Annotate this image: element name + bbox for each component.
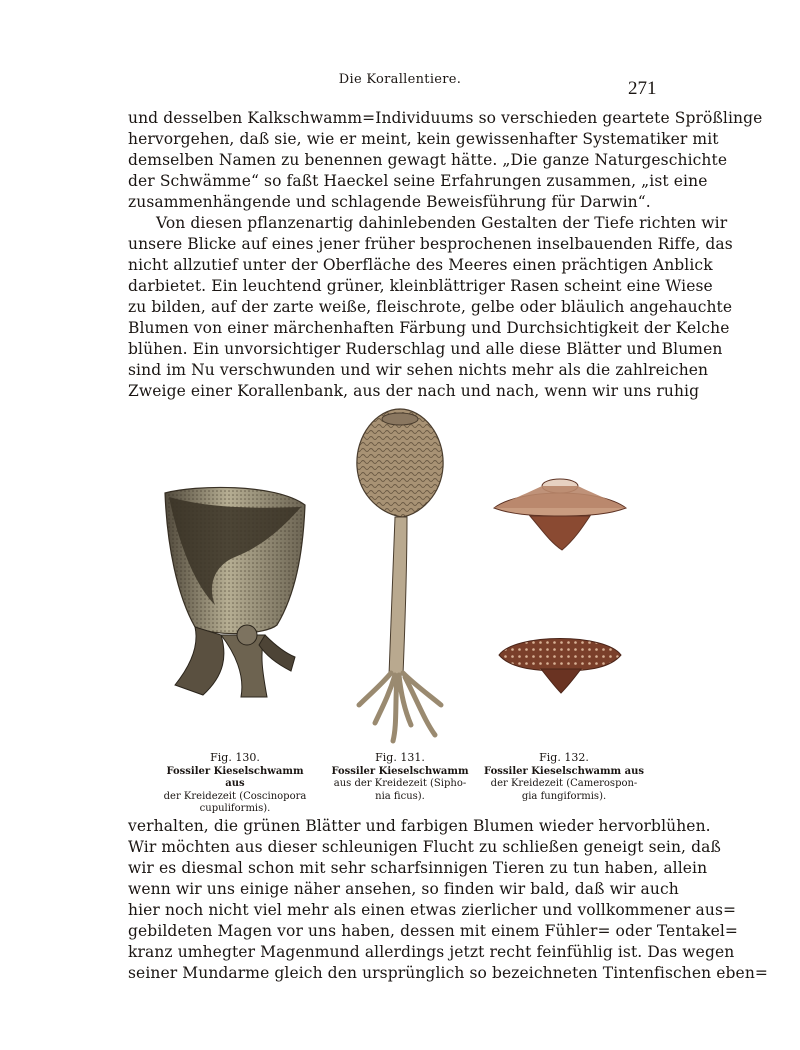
paragraph-bottom [128, 816, 768, 984]
figure-132-illustration-upper [490, 470, 630, 555]
text-line: und desselben Kalkschwamm=Individuums so verschieden geartete Sprößlinge [128, 109, 763, 127]
paragraph-top [128, 108, 763, 402]
text-line: der Schwämme“ so faßt Haeckel seine Erfahrungen zusammen, „ist eine [128, 172, 708, 190]
text-line: Zweige einer Korallenbank, aus der nach und nach, wenn wir uns ruhig [128, 382, 700, 400]
text-line: hier noch nicht viel mehr als einen etwas zierlicher und vollkommener aus= [128, 901, 737, 919]
text-line: wir es diesmal schon mit sehr scharfsinnigen Tieren zu tun haben, allein [128, 859, 708, 877]
text-line: Blumen von einer märchenhaften Färbung und Durchsichtigkeit der Kelche [128, 319, 730, 337]
text-line: seiner Mundarme gleich den ursprünglich so bezeichneten Tintenfischen eben= [128, 964, 768, 982]
caption-line: nia ficus). [375, 790, 425, 802]
caption-line: aus der Kreidezeit (Sipho- [333, 778, 467, 789]
text-line: Wir möchten aus dieser schleunigen Flucht zu schließen geneigt sein, daß [128, 838, 721, 856]
text-line: zu bilden, auf der zarte weiße, fleischrote, gelbe oder bläulich angehauchte [128, 298, 733, 316]
text-line: Von diesen pflanzenartig dahinlebenden Gestalten der Tiefe richten wir [156, 214, 728, 232]
text-line: blühen. Ein unvorsichtiger Ruderschlag und alle diese Blätter und Blumen [128, 340, 723, 358]
text-line: kranz umhegter Magenmund allerdings jetzt recht feinfühlig ist. Das wegen [128, 943, 735, 961]
text-line: gebildeten Magen vor uns haben, dessen mit einem Fühler= oder Tentakel= [128, 922, 738, 940]
caption-line: gia fungiformis). [521, 790, 607, 802]
figure-number: Fig. 130. [210, 751, 260, 764]
figure-132-illustration-lower [495, 625, 625, 695]
figure-number: Fig. 132. [539, 751, 589, 764]
text-line: zusammenhängende und schlagende Beweisführung für Darwin“. [128, 193, 651, 211]
text-line: darbietet. Ein leuchtend grüner, kleinblättriger Rasen scheint eine Wiese [128, 277, 713, 295]
caption-line: Fossiler Kieselschwamm [331, 765, 469, 777]
caption-line: Fossiler Kieselschwamm aus [166, 765, 304, 789]
figure-130-caption [160, 752, 310, 816]
caption-line: der Kreidezeit (Coscinopora [163, 790, 307, 802]
caption-line: cupuliformis). [199, 803, 271, 814]
caption-line: der Kreidezeit (Camerospon- [490, 778, 638, 789]
text-line: wenn wir uns einige näher ansehen, so finden wir bald, daß wir auch [128, 880, 679, 898]
figure-132-caption [484, 752, 644, 803]
text-line: sind im Nu verschwunden und wir sehen nichts mehr als die zahlreichen [128, 361, 709, 379]
text-line: verhalten, die grünen Blätter und farbigen Blumen wieder hervorblühen. [128, 817, 711, 835]
running-title: Die Korallentiere. [338, 72, 462, 87]
text-line: demselben Namen zu benennen gewagt hätte. „Die ganze Naturgeschichte [128, 151, 728, 169]
text-line: nicht allzutief unter der Oberfläche des Meeres einen prächtigen Anblick [128, 256, 713, 274]
text-line: hervorgehen, daß sie, wie er meint, kein gewissenhafter Systematiker mit [128, 130, 719, 148]
page-number: 271 [628, 78, 657, 99]
figure-131-illustration [345, 405, 455, 745]
caption-line: Fossiler Kieselschwamm aus [484, 765, 644, 777]
figure-130-illustration [155, 485, 315, 705]
figure-number: Fig. 131. [375, 751, 425, 764]
figure-131-caption [320, 752, 480, 803]
text-line: unsere Blicke auf eines jener früher besprochenen inselbauenden Riffe, das [128, 235, 733, 253]
